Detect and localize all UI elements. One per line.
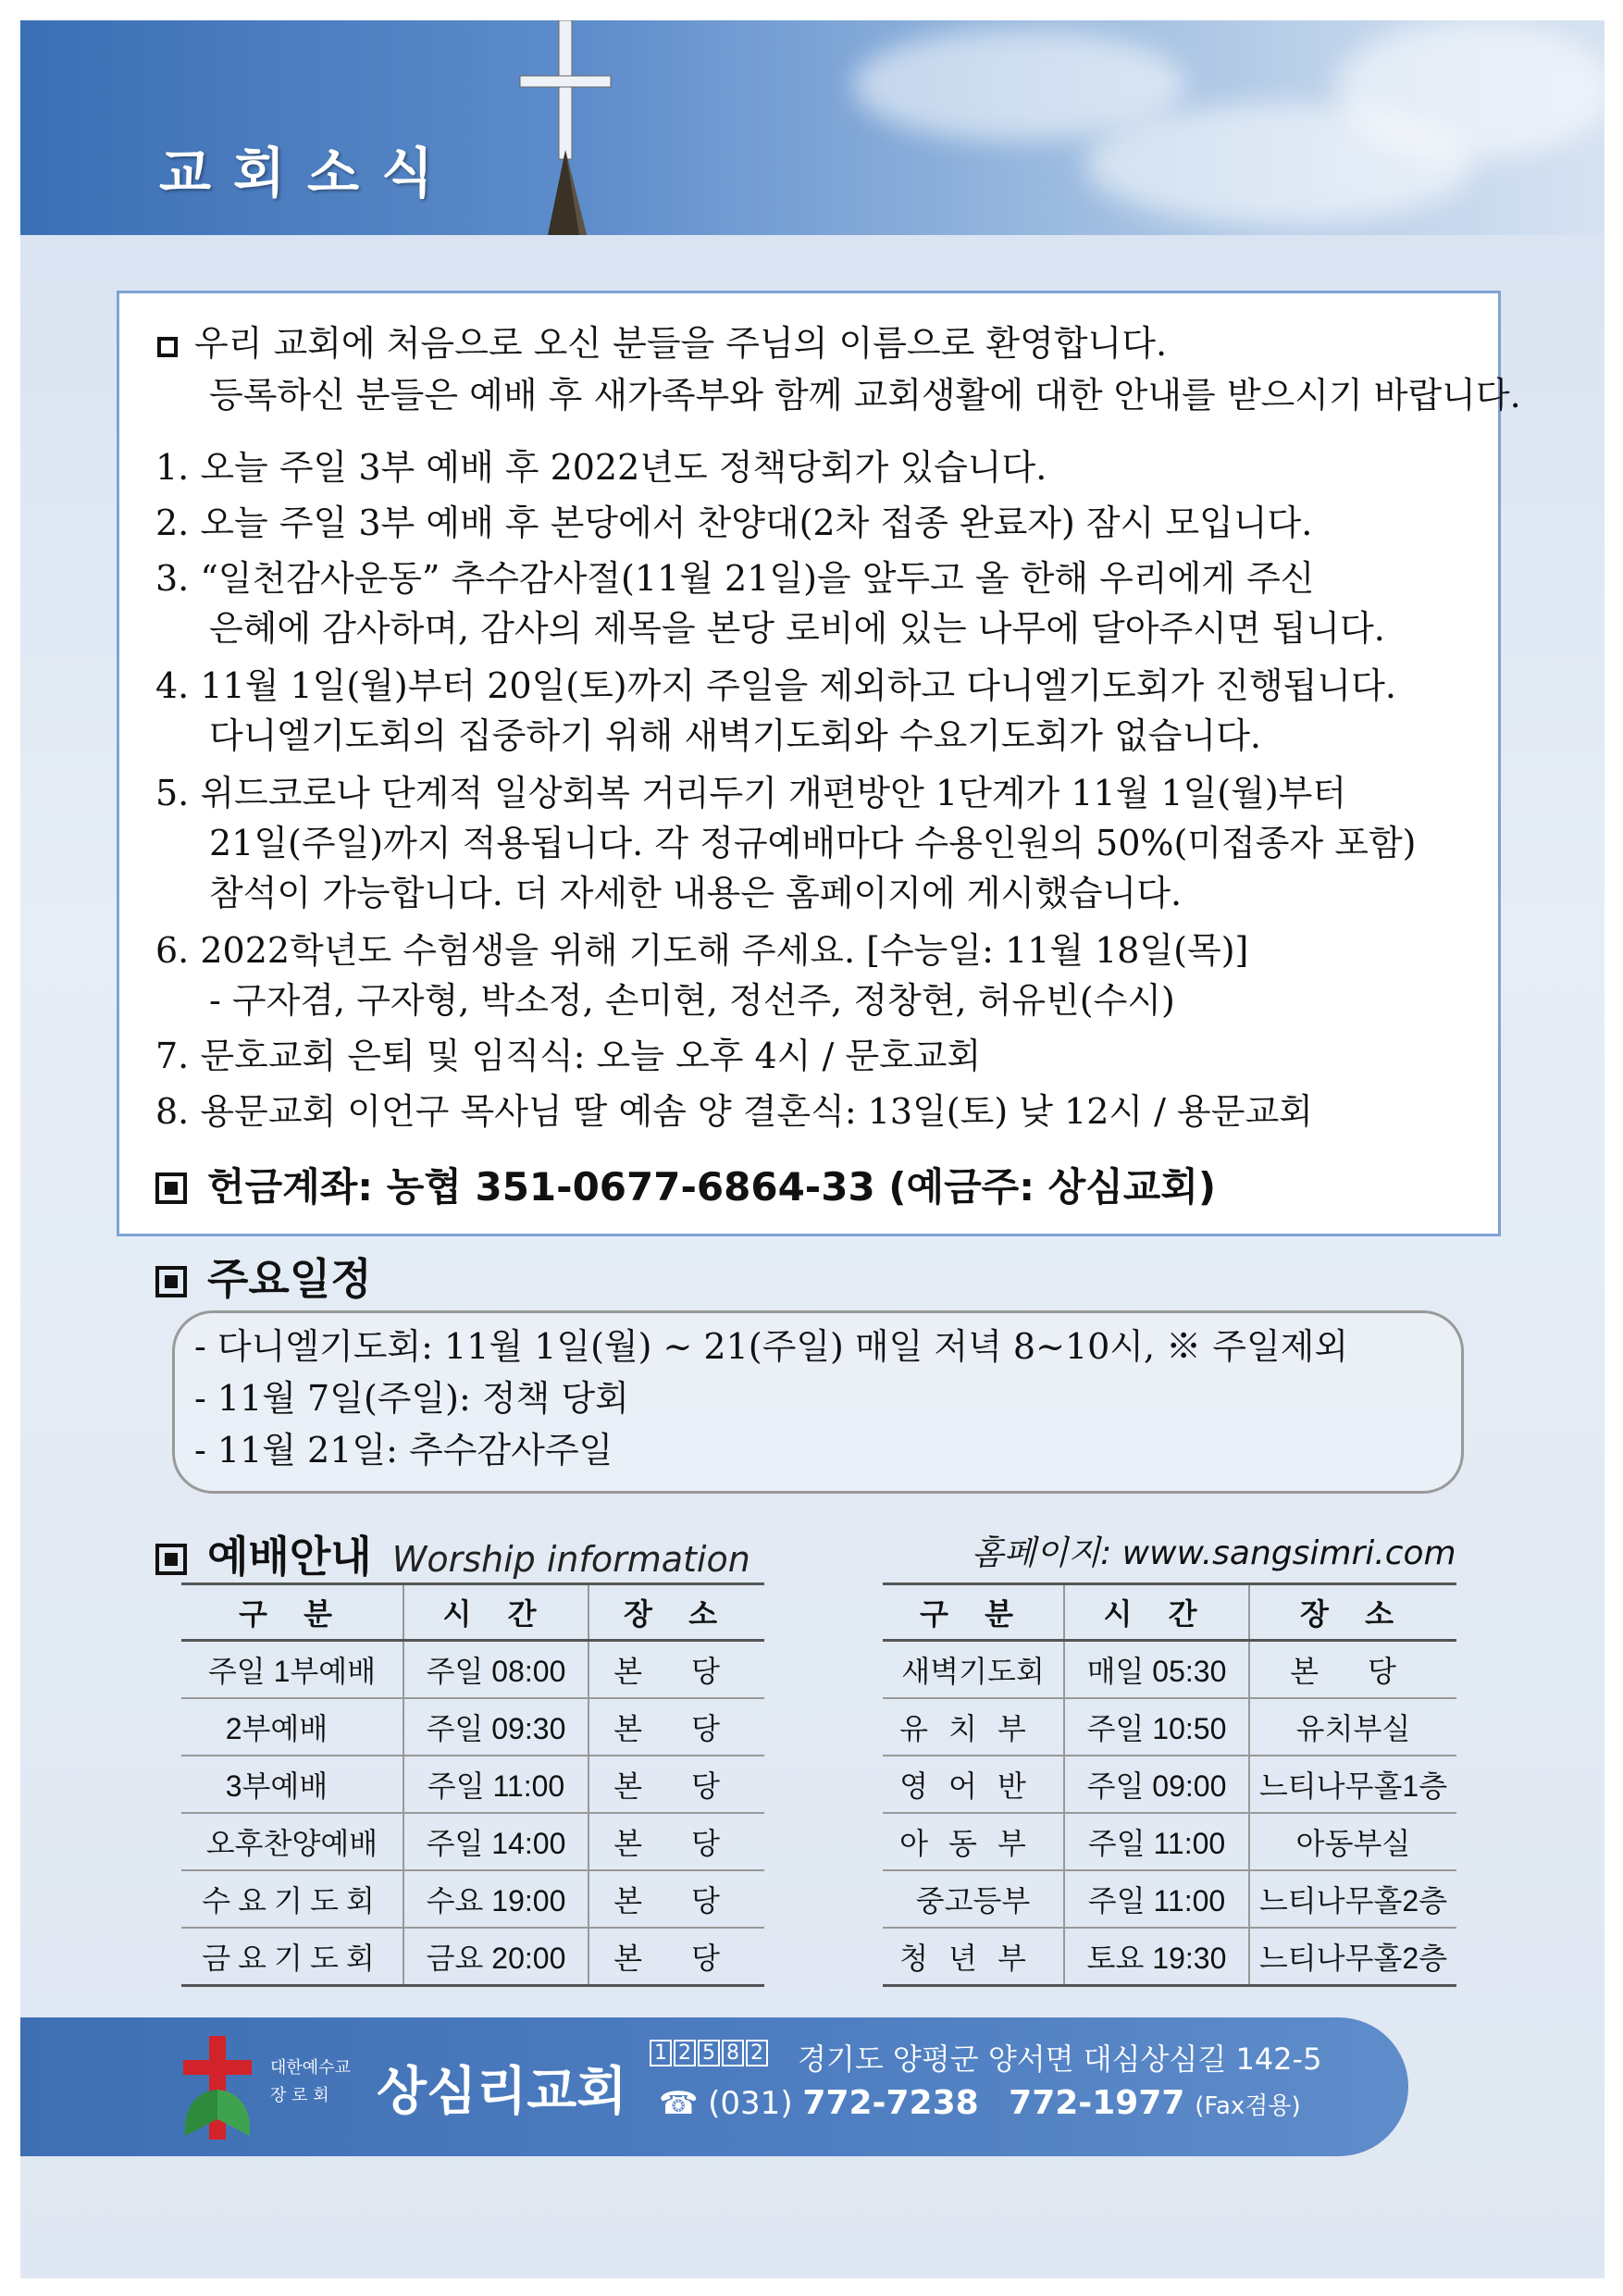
- dept-place: 느티나무홀2층: [1249, 1870, 1456, 1928]
- dept-time: 토요 19:30: [1064, 1928, 1249, 1986]
- service-time: 주일 09:30: [403, 1698, 588, 1756]
- fax-note: (Fax겸용): [1195, 2092, 1301, 2120]
- cloud-decoration: [1334, 20, 1604, 159]
- service-place: 본 당: [588, 1870, 764, 1928]
- column-header: 장 소: [1249, 1584, 1456, 1641]
- column-header: 구 분: [181, 1584, 403, 1641]
- service-name: 2부예배: [181, 1698, 403, 1756]
- dept-name: 영어반: [883, 1756, 1064, 1813]
- schedule-item: - 11월 21일: 추수감사주일: [194, 1430, 613, 1471]
- dept-time: 주일 11:00: [1064, 1870, 1249, 1928]
- church-cross-logo-icon: [176, 2036, 259, 2140]
- schedule-item: - 다니엘기도회: 11월 1일(월) ~ 21(주일) 매일 저녁 8~10시, ※ 주일제외: [194, 1326, 1349, 1367]
- cross-steeple-icon: [502, 20, 687, 235]
- welcome-line: [157, 322, 1167, 365]
- column-header: 장 소: [588, 1584, 764, 1641]
- zip-code: [650, 2040, 770, 2066]
- service-name: 오후찬양예배: [181, 1813, 403, 1870]
- offering-text: 헌금계좌: 농협 351-0677-6864-33 (예금주: 상심교회): [207, 1164, 1217, 1210]
- table-row: [883, 1928, 1456, 1986]
- denomination-line: 대한예수교: [270, 2058, 351, 2078]
- filled-square-icon: [155, 1266, 187, 1297]
- worship-heading: [155, 1523, 750, 1584]
- dept-time: 주일 09:00: [1064, 1756, 1249, 1813]
- worship-subtitle: Worship information: [391, 1539, 750, 1580]
- dept-name: 새벽기도회: [883, 1641, 1064, 1699]
- dept-name: 아동부: [883, 1813, 1064, 1870]
- service-place: 본 당: [588, 1813, 764, 1870]
- zip-digit: 2: [746, 2040, 768, 2066]
- dept-time: 매일 05:30: [1064, 1641, 1249, 1699]
- table-row: [883, 1641, 1456, 1699]
- dept-time: 주일 10:50: [1064, 1698, 1249, 1756]
- church-address: 경기도 양평군 양서면 대심상심길 142-5: [798, 2042, 1322, 2077]
- service-name: 3부예배: [181, 1756, 403, 1813]
- phone-prefix: ☎ (031): [659, 2085, 793, 2122]
- phone-number: 772-7238: [802, 2084, 979, 2122]
- welcome-guidance: 등록하신 분들은 예배 후 새가족부와 함께 교회생활에 대한 안내를 받으시기 바랍니다.: [209, 375, 1521, 416]
- column-header: 시 간: [403, 1584, 588, 1641]
- worship-table-right: [883, 1582, 1456, 1987]
- table-row: [883, 1813, 1456, 1870]
- denomination: [270, 2054, 351, 2110]
- table-row: [181, 1698, 764, 1756]
- table-row: [181, 1756, 764, 1813]
- offering-account: [155, 1166, 1216, 1209]
- denomination-line: 장 로 회: [270, 2086, 329, 2105]
- service-time: 수요 19:00: [403, 1870, 588, 1928]
- schedule-heading: [155, 1246, 372, 1307]
- announcement-item: 3. “일천감사운동” 추수감사절(11월 21일)을 앞두고 올 한해 우리에게 주신: [155, 558, 1315, 599]
- worship-table-left: [181, 1582, 764, 1987]
- dept-place: 느티나무홀2층: [1249, 1928, 1456, 1986]
- phone-number: 772-1977: [1009, 2084, 1185, 2122]
- zip-digit: 2: [674, 2040, 696, 2066]
- announcement-item-cont: 다니엘기도회의 집중하기 위해 새벽기도회와 수요기도회가 없습니다.: [209, 715, 1262, 756]
- announcement-item: 8. 용문교회 이언구 목사님 딸 예솜 양 결혼식: 13일(토) 낮 12시 / 용문교회: [155, 1091, 1313, 1132]
- homepage-link[interactable]: 홈페이지: www.sangsimri.com: [972, 1534, 1456, 1572]
- column-header: 구 분: [883, 1584, 1064, 1641]
- announcement-item-cont: 21일(주일)까지 적용됩니다. 각 정규예배마다 수용인원의 50%(미접종자 포함): [209, 823, 1417, 863]
- filled-square-icon: [155, 1544, 187, 1575]
- service-name: 주일 1부예배: [181, 1641, 403, 1699]
- dept-place: 아동부실: [1249, 1813, 1456, 1870]
- service-name: 수요기도회: [181, 1870, 403, 1928]
- service-time: 주일 14:00: [403, 1813, 588, 1870]
- schedule-title: 주요일정: [207, 1254, 372, 1304]
- table-row: [181, 1928, 764, 1986]
- zip-digit: 5: [698, 2040, 720, 2066]
- dept-time: 주일 11:00: [1064, 1813, 1249, 1870]
- header-banner: [20, 20, 1604, 235]
- service-place: 본 당: [588, 1928, 764, 1986]
- service-place: 본 당: [588, 1698, 764, 1756]
- service-place: 본 당: [588, 1641, 764, 1699]
- zip-digit: 8: [722, 2040, 744, 2066]
- dept-name: 유치부: [883, 1698, 1064, 1756]
- announcement-item: 1. 오늘 주일 3부 예배 후 2022년도 정책당회가 있습니다.: [155, 447, 1047, 488]
- service-time: 금요 20:00: [403, 1928, 588, 1986]
- checkbox-square-icon: [157, 337, 178, 357]
- column-header: 시 간: [1064, 1584, 1249, 1641]
- table-row: [883, 1756, 1456, 1813]
- dept-place: 본 당: [1249, 1641, 1456, 1699]
- welcome-text: 우리 교회에 처음으로 오신 분들을 주님의 이름으로 환영합니다.: [194, 323, 1168, 364]
- announcement-item: 6. 2022학년도 수험생을 위해 기도해 주세요. [수능일: 11월 18일(목)]: [155, 930, 1249, 971]
- dept-name: 청년부: [883, 1928, 1064, 1986]
- announcement-item: 2. 오늘 주일 3부 예배 후 본당에서 찬양대(2차 접종 완료자) 잠시 모입니다.: [155, 503, 1313, 543]
- schedule-item: - 11월 7일(주일): 정책 당회: [194, 1378, 629, 1419]
- dept-place: 유치부실: [1249, 1698, 1456, 1756]
- dept-place: 느티나무홀1층: [1249, 1756, 1456, 1813]
- announcement-item: 7. 문호교회 은퇴 및 임직식: 오늘 오후 4시 / 문호교회: [155, 1036, 982, 1076]
- page-title: 교회소식: [159, 142, 456, 205]
- worship-title: 예배안내: [207, 1532, 372, 1582]
- footer-banner: [20, 2017, 1408, 2156]
- service-name: 금요기도회: [181, 1928, 403, 1986]
- announcement-item-cont: 은혜에 감사하며, 감사의 제목을 본당 로비에 있는 나무에 달아주시면 됩니다.: [209, 608, 1385, 649]
- table-row: [883, 1870, 1456, 1928]
- service-place: 본 당: [588, 1756, 764, 1813]
- dept-name: 중고등부: [883, 1870, 1064, 1928]
- table-row: [883, 1698, 1456, 1756]
- announcement-item: 4. 11월 1일(월)부터 20일(토)까지 주일을 제외하고 다니엘기도회가 진행됩니다.: [155, 665, 1396, 706]
- church-name: 상심리교회: [377, 2062, 627, 2122]
- announcement-item-cont: - 구자겸, 구자형, 박소정, 손미현, 정선주, 정창현, 허유빈(수시): [209, 980, 1175, 1021]
- filled-square-icon: [155, 1173, 187, 1204]
- table-row: [181, 1870, 764, 1928]
- zip-digit: 1: [650, 2040, 672, 2066]
- service-time: 주일 08:00: [403, 1641, 588, 1699]
- announcement-item-cont: 참석이 가능합니다. 더 자세한 내용은 홈페이지에 게시했습니다.: [209, 873, 1183, 913]
- service-time: 주일 11:00: [403, 1756, 588, 1813]
- table-row: [181, 1641, 764, 1699]
- table-row: [181, 1813, 764, 1870]
- announcement-item: 5. 위드코로나 단계적 일상회복 거리두기 개편방안 1단계가 11월 1일(월)부터: [155, 773, 1347, 813]
- church-phone: [659, 2084, 1301, 2122]
